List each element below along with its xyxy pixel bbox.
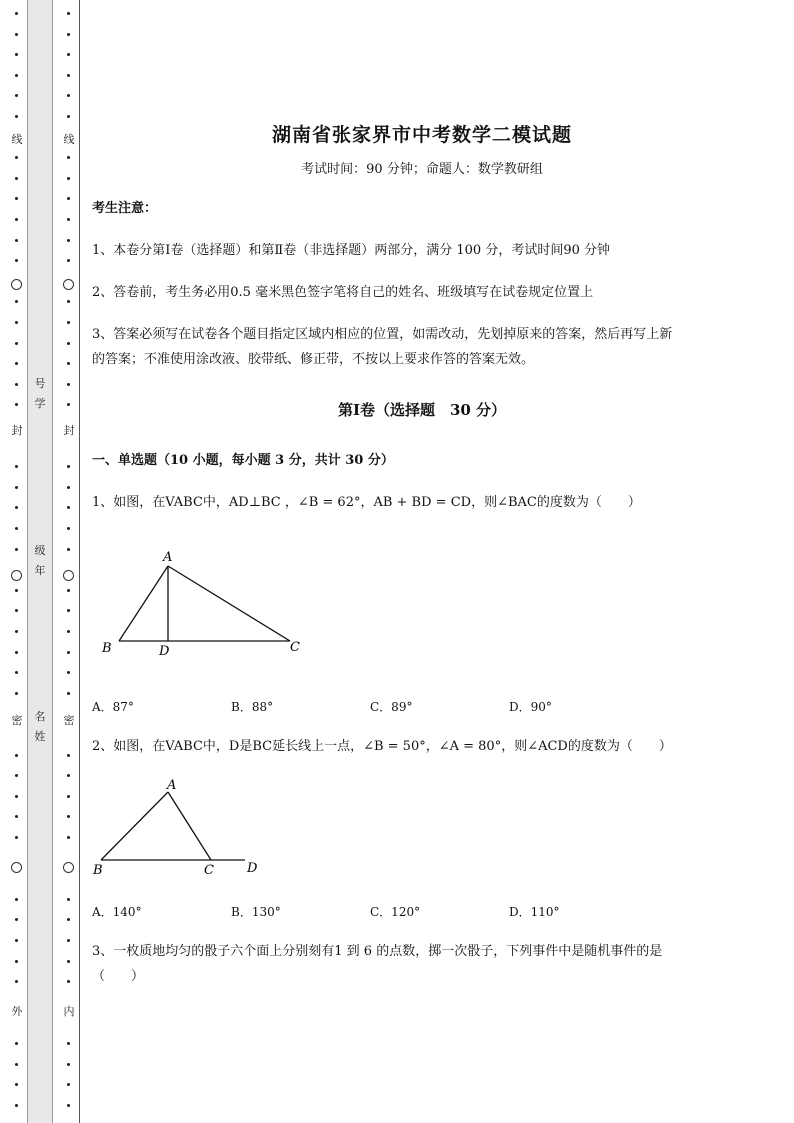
- leader-dot: [15, 239, 18, 242]
- leader-dot: [15, 1063, 18, 1066]
- binding-line: [79, 0, 80, 1123]
- q1-option-d[interactable]: D．90°: [509, 700, 552, 714]
- leader-dot: [15, 300, 18, 303]
- q2-label-c: C: [204, 863, 214, 878]
- outer-mark-3: 封: [8, 424, 26, 438]
- leader-dot: [15, 548, 18, 551]
- leader-dot: [15, 403, 18, 406]
- leader-dot: [67, 321, 70, 324]
- leader-dot: [67, 960, 70, 963]
- outer-mark-1: 线: [8, 133, 26, 147]
- leader-dot: [15, 506, 18, 509]
- leader-dot: [67, 383, 70, 386]
- student-info-band: [27, 0, 53, 1123]
- leader-dot: [67, 403, 70, 406]
- exam-title: 湖南省张家界市中考数学二模试题: [271, 124, 572, 146]
- q2-option-a[interactable]: A．140°: [92, 905, 142, 919]
- leader-dot: [15, 383, 18, 386]
- leader-dot: [67, 115, 70, 118]
- leader-dot: [67, 918, 70, 921]
- leader-dot: [15, 836, 18, 839]
- q1-line-ac: [168, 566, 290, 641]
- inner-mark-5: 密: [60, 714, 78, 728]
- leader-dot: [67, 362, 70, 365]
- inner-mark-7: 内: [60, 1005, 78, 1019]
- band-label-ming: 名: [34, 710, 46, 723]
- inner-mark-3: 封: [60, 424, 78, 438]
- leader-dot: [15, 918, 18, 921]
- question-2-stem: 2、如图，在VABC中，D是BC延长线上一点，∠B = 50°，∠A = 80°，则∠ACD的度数为（ ）: [92, 739, 672, 754]
- leader-dot: [67, 815, 70, 818]
- leader-dot: [15, 898, 18, 901]
- leader-dot: [15, 939, 18, 942]
- outer-mark-5: 密: [8, 714, 26, 728]
- leader-dot: [67, 548, 70, 551]
- leader-dot: [67, 33, 70, 36]
- q1-option-a[interactable]: A．87°: [92, 700, 134, 714]
- leader-dot: [67, 300, 70, 303]
- leader-dot: [67, 94, 70, 97]
- leader-dot: [15, 465, 18, 468]
- leader-dot: [15, 774, 18, 777]
- leader-dot: [15, 630, 18, 633]
- leader-dot: [67, 197, 70, 200]
- leader-dot: [67, 980, 70, 983]
- leader-dot: [67, 1042, 70, 1045]
- q2-option-d[interactable]: D．110°: [509, 905, 560, 919]
- leader-dot: [67, 218, 70, 221]
- leader-dot: [67, 795, 70, 798]
- inner-circle-1: [63, 279, 74, 290]
- leader-dot: [67, 836, 70, 839]
- leader-dot: [67, 1063, 70, 1066]
- leader-dot: [15, 197, 18, 200]
- leader-dot: [15, 177, 18, 180]
- notice-item-2: 2、答卷前，考生务必用0.5 毫米黑色签字笔将自己的姓名、班级填写在试卷规定位置上: [92, 285, 594, 300]
- notice-item-1: 1、本卷分第Ⅰ卷（选择题）和第Ⅱ卷（非选择题）两部分，满分 100 分，考试时间90 分钟: [92, 243, 610, 258]
- leader-dot: [67, 156, 70, 159]
- q2-label-b: B: [93, 863, 103, 878]
- band-label-xing: 姓: [34, 730, 46, 743]
- inner-mark-1: 线: [60, 133, 78, 147]
- q2-line-ab: [101, 792, 168, 860]
- leader-dot: [67, 74, 70, 77]
- q2-option-b[interactable]: B．130°: [231, 905, 281, 919]
- inner-dotted-strip: [64, 0, 74, 1123]
- leader-dot: [15, 486, 18, 489]
- leader-dot: [67, 259, 70, 262]
- question-2-options: [92, 903, 652, 920]
- inner-circle-2: [63, 570, 74, 581]
- question-1-figure: [92, 546, 322, 661]
- leader-dot: [67, 465, 70, 468]
- band-label-hao: 号: [34, 377, 46, 390]
- question-1-options: [92, 698, 652, 715]
- exam-subtitle: 考试时间：90 分钟；命题人：数学教研组: [301, 162, 543, 177]
- q2-label-a: A: [167, 778, 177, 793]
- leader-dot: [15, 33, 18, 36]
- question-2-figure: [92, 774, 292, 884]
- leader-dot: [15, 362, 18, 365]
- leader-dot: [15, 651, 18, 654]
- leader-dot: [15, 980, 18, 983]
- leader-dot: [67, 774, 70, 777]
- leader-dot: [67, 527, 70, 530]
- leader-dot: [67, 506, 70, 509]
- leader-dot: [15, 692, 18, 695]
- leader-dot: [15, 218, 18, 221]
- leader-dot: [15, 527, 18, 530]
- leader-dot: [67, 177, 70, 180]
- leader-dot: [15, 12, 18, 15]
- section-heading: 一、单选题（10 小题，每小题 3 分，共计 30 分）: [92, 453, 394, 468]
- leader-dot: [67, 630, 70, 633]
- leader-dot: [67, 692, 70, 695]
- leader-dot: [67, 898, 70, 901]
- q2-line-ac: [168, 792, 211, 860]
- q2-option-c[interactable]: C．120°: [370, 905, 421, 919]
- leader-dot: [15, 94, 18, 97]
- leader-dot: [15, 1083, 18, 1086]
- leader-dot: [15, 589, 18, 592]
- leader-dot: [67, 239, 70, 242]
- leader-dot: [15, 960, 18, 963]
- notice-item-3-cont: 的答案；不准使用涂改液、胶带纸、修正带，不按以上要求作答的答案无效。: [92, 352, 535, 367]
- q1-option-c[interactable]: C．89°: [370, 700, 413, 714]
- outer-circle-3: [11, 862, 22, 873]
- outer-dotted-strip: [12, 0, 22, 1123]
- question-1-stem: 1、如图，在VABC中，AD⊥BC ，∠B = 62°，AB + BD = CD，则∠BAC的度数为（ ）: [92, 495, 641, 510]
- q1-label-c: C: [290, 640, 300, 655]
- leader-dot: [67, 1104, 70, 1107]
- q1-option-b[interactable]: B．88°: [231, 700, 274, 714]
- leader-dot: [15, 115, 18, 118]
- leader-dot: [67, 671, 70, 674]
- leader-dot: [67, 53, 70, 56]
- leader-dot: [67, 1083, 70, 1086]
- leader-dot: [15, 321, 18, 324]
- leader-dot: [67, 609, 70, 612]
- leader-dot: [15, 259, 18, 262]
- q1-label-a: A: [163, 550, 173, 565]
- leader-dot: [15, 1104, 18, 1107]
- leader-dot: [15, 671, 18, 674]
- leader-dot: [15, 74, 18, 77]
- leader-dot: [15, 795, 18, 798]
- leader-dot: [67, 342, 70, 345]
- leader-dot: [15, 156, 18, 159]
- leader-dot: [15, 815, 18, 818]
- outer-mark-7: 外: [8, 1005, 26, 1019]
- leader-dot: [15, 609, 18, 612]
- leader-dot: [15, 342, 18, 345]
- notice-heading: 考生注意：: [92, 201, 158, 216]
- q1-label-b: B: [102, 641, 112, 656]
- question-3-stem: 3、一枚质地均匀的骰子六个面上分别刻有1 到 6 的点数，掷一次骰子，下列事件中是随机事件的是: [92, 944, 663, 959]
- band-label-nian: 年: [34, 564, 46, 577]
- leader-dot: [15, 1042, 18, 1045]
- q1-label-d: D: [159, 644, 170, 659]
- outer-circle-2: [11, 570, 22, 581]
- leader-dot: [67, 651, 70, 654]
- question-3-stem-cont: （ ）: [92, 969, 145, 984]
- leader-dot: [67, 486, 70, 489]
- q1-line-ab: [119, 566, 168, 641]
- outer-circle-1: [11, 279, 22, 290]
- leader-dot: [15, 754, 18, 757]
- notice-item-3: 3、答案必须写在试卷各个题目指定区域内相应的位置，如需改动，先划掉原来的答案，然后再写上新: [92, 327, 673, 342]
- part1-title: 第Ⅰ卷（选择题 30 分）: [337, 401, 507, 419]
- q2-label-d: D: [247, 861, 258, 876]
- leader-dot: [67, 939, 70, 942]
- band-label-ji: 级: [34, 544, 46, 557]
- band-label-xue: 学: [34, 397, 46, 410]
- leader-dot: [67, 12, 70, 15]
- leader-dot: [67, 754, 70, 757]
- leader-dot: [67, 589, 70, 592]
- leader-dot: [15, 53, 18, 56]
- inner-circle-3: [63, 862, 74, 873]
